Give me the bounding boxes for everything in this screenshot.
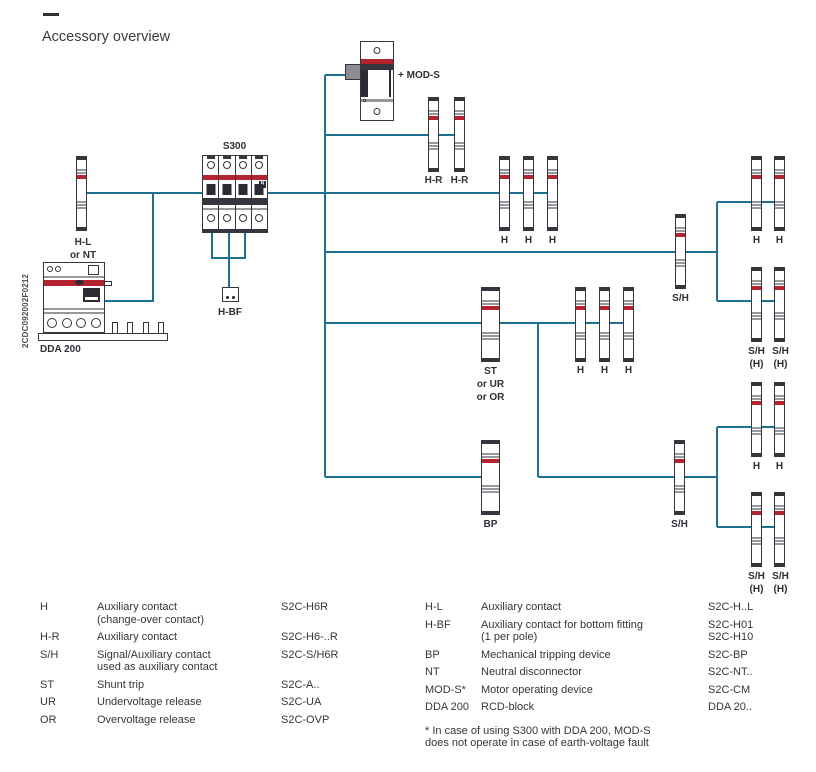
legend-desc: Auxiliary contact (change-over contact) (97, 601, 204, 626)
legend-term: H (40, 601, 48, 613)
dda-200-label: DDA 200 (40, 344, 81, 355)
legend-code: S2C-UA (281, 696, 322, 708)
h-r-contact-strip (454, 97, 465, 172)
window-rail-icon (389, 70, 391, 97)
legend-row (425, 619, 813, 644)
page-title: Accessory overview (42, 29, 171, 45)
h-contact-strip (623, 287, 634, 362)
s300-breaker (202, 155, 267, 233)
h-contact-strip (774, 156, 785, 231)
h-contact-strip (751, 382, 762, 457)
legend-code: S2C-H6R (281, 601, 329, 613)
s-h-contact-strip (674, 440, 685, 515)
toggle-icon (239, 184, 248, 195)
toggle-icon (222, 184, 231, 195)
h-contact-strip (575, 287, 586, 362)
legend-desc: Shunt trip (97, 678, 145, 691)
busbar-pin-icon (158, 322, 164, 334)
h-label: H (500, 235, 509, 246)
legend-desc: Auxiliary contact for bottom fitting (1 per pole) (481, 618, 644, 643)
h-bf-device (222, 287, 239, 302)
legend-code: S2C-S/H6R (281, 648, 339, 661)
h-contact-strip (499, 156, 510, 231)
h-label: H (548, 235, 557, 246)
legend-desc: Overvoltage release (97, 713, 196, 726)
h-label: H (524, 235, 533, 246)
busbar-pin-icon (112, 322, 118, 334)
s-h-contact-strip (751, 267, 762, 342)
legend-row (40, 601, 420, 626)
mod-s-device (360, 41, 394, 121)
legend-right (425, 601, 813, 750)
legend-code: S2C-BP (708, 648, 748, 661)
s-h-label: S/H (672, 293, 689, 304)
legend-code: S2C-H01 S2C-H10 (708, 618, 754, 643)
screw-icon (207, 214, 215, 222)
legend-code: S2C-CM (708, 683, 751, 696)
legend-row (425, 666, 813, 679)
h-contact-strip (599, 287, 610, 362)
legend-code: S2C-OVP (281, 713, 330, 726)
legend-row (40, 696, 420, 709)
h-label: H (600, 365, 609, 376)
h-r-contact-strip (428, 97, 439, 172)
s-h-h-label: S/H (H) (748, 346, 765, 370)
legend-row (425, 649, 813, 662)
legend-code: S2C-NT.. (708, 666, 753, 678)
s-h-h-label: S/H (H) (772, 346, 789, 370)
legend-desc: Motor operating device (481, 683, 593, 696)
s300-pole-3 (235, 155, 252, 233)
legend-desc: Undervoltage release (97, 696, 202, 708)
screw-icon (255, 161, 263, 169)
legend-code: S2C-H6-..R (281, 631, 338, 643)
legend-desc: Auxiliary contact (481, 601, 562, 613)
h-bf-label: H-BF (218, 307, 242, 318)
legend-term: BP (425, 648, 440, 661)
s300-pole-neutral (251, 155, 268, 233)
legend-left (40, 601, 420, 731)
legend-row (425, 684, 813, 697)
s-h-h-label: S/H (H) (748, 571, 765, 595)
legend-desc: Signal/Auxiliary contact used as auxiliary contact (97, 648, 218, 673)
screw-icon (363, 99, 366, 102)
screw-icon (239, 161, 247, 169)
screw-icon (55, 266, 61, 272)
legend-row (425, 601, 813, 614)
legend-term: UR (40, 696, 56, 708)
screw-icon (223, 214, 231, 222)
legend-row (40, 714, 420, 727)
dda-busbar-base (38, 333, 168, 341)
legend-term: DDA 200 (425, 701, 470, 713)
st-label: ST or UR or OR (476, 366, 505, 403)
s-h-contact-strip (675, 214, 686, 289)
screw-icon (374, 47, 381, 54)
mod-s-label: + MOD-S (398, 70, 440, 81)
document-code: 2CDC092002F0212 (21, 273, 30, 348)
h-r-label: H-R (450, 175, 469, 186)
s-h-h-label: S/H (H) (772, 571, 789, 595)
terminal-dot-icon (226, 296, 229, 299)
terminal-icon (91, 318, 101, 328)
bp-tripping-device-strip (481, 440, 500, 515)
h-label: H (775, 235, 784, 246)
h-contact-strip (774, 382, 785, 457)
h-l-contact-strip (76, 156, 87, 231)
screw-icon (255, 214, 263, 222)
legend-term: ST (40, 678, 55, 691)
screw-icon (47, 266, 53, 272)
h-label: H (752, 461, 761, 472)
window-rail-icon (361, 70, 368, 97)
s300-label: S300 (222, 141, 247, 152)
mod-s-knob (345, 64, 361, 80)
st-ur-or-release-strip (481, 287, 500, 362)
legend-term: H-BF (425, 618, 451, 631)
legend-desc: Neutral disconnector (481, 666, 582, 678)
s-h-contact-strip (751, 492, 762, 567)
legend-desc: Auxiliary contact (97, 631, 178, 643)
s-h-contact-strip (774, 267, 785, 342)
legend-code: DDA 20.. (708, 701, 753, 713)
legend-code: S2C-H..L (708, 601, 754, 613)
h-l-label: H-L or NT (69, 237, 97, 261)
s300-pole-2 (218, 155, 235, 233)
legend-term: NT (425, 666, 440, 678)
dda-side-tab (104, 281, 112, 286)
legend-row (40, 649, 420, 674)
dda-200-rcd-block (43, 262, 105, 333)
legend-row (425, 701, 813, 714)
indicator-window-icon (83, 288, 100, 302)
legend-term: H-L (425, 601, 443, 613)
h-label: H (576, 365, 585, 376)
legend-term: H-R (40, 631, 60, 643)
legend-term: OR (40, 713, 57, 726)
busbar-pin-icon (127, 322, 133, 334)
h-contact-strip (751, 156, 762, 231)
h-label: H (752, 235, 761, 246)
legend-desc: Mechanical tripping device (481, 648, 611, 661)
h-contact-strip (523, 156, 534, 231)
screw-icon (223, 161, 231, 169)
toggle-icon (206, 184, 215, 195)
terminal-icon (62, 318, 72, 328)
s-h-label: S/H (671, 519, 688, 530)
toggle-icon (75, 280, 84, 285)
s300-pole-1 (202, 155, 219, 233)
legend-term: S/H (40, 648, 59, 661)
test-button-icon (88, 265, 99, 275)
legend-code: S2C-A.. (281, 678, 320, 691)
busbar-pin-icon (143, 322, 149, 334)
terminal-icon (76, 318, 86, 328)
screw-icon (374, 108, 381, 115)
bp-label: BP (483, 519, 498, 530)
toggle-icon (255, 184, 264, 195)
h-r-label: H-R (424, 175, 443, 186)
h-label: H (775, 461, 784, 472)
h-label: H (624, 365, 633, 376)
legend-row (40, 679, 420, 692)
screw-icon (239, 214, 247, 222)
screw-icon (207, 161, 215, 169)
terminal-icon (47, 318, 57, 328)
s-h-contact-strip (774, 492, 785, 567)
legend-desc: RCD-block (481, 701, 535, 713)
legend-row (40, 631, 420, 644)
terminal-dot-icon (232, 296, 235, 299)
legend-footnote: * In case of using S300 with DDA 200, MOD-S does not operate in case of earth-voltage fault (425, 724, 651, 749)
h-contact-strip (547, 156, 558, 231)
legend-term: MOD-S* (425, 683, 466, 696)
